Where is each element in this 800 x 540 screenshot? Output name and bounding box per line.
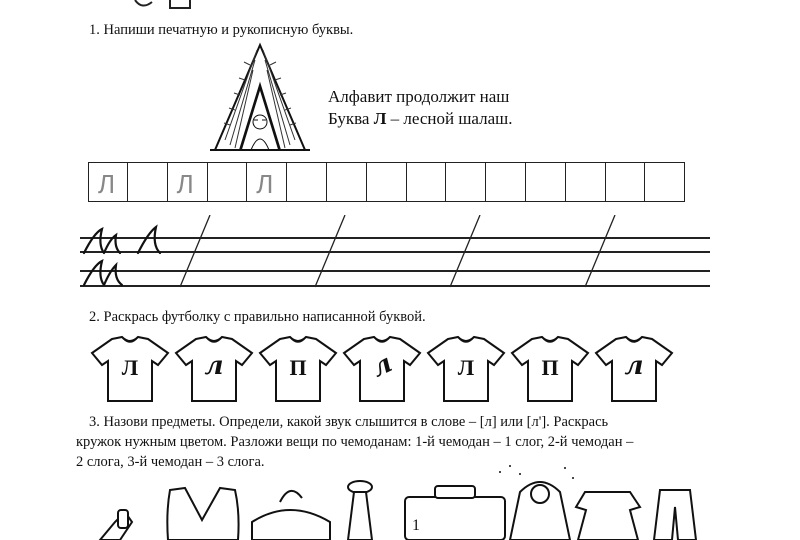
letter-cell[interactable] <box>645 162 685 202</box>
slant-guides <box>80 215 720 295</box>
tie-icon <box>348 481 372 540</box>
tshirt-letter: П <box>541 355 559 380</box>
letter-hut-illustration <box>205 40 315 155</box>
tshirt-letter: Л <box>457 355 475 380</box>
tshirt-option[interactable] <box>510 333 590 403</box>
tshirt-letter: л <box>367 348 397 384</box>
tshirt-option[interactable] <box>90 333 170 403</box>
trace-letter: Л <box>256 169 274 199</box>
top-cropped-illustration <box>130 0 210 10</box>
poem-line-1: Алфавит продолжит наш <box>328 87 510 106</box>
raincoat-icon <box>510 482 570 540</box>
letter-cell[interactable] <box>446 162 486 202</box>
tshirt-letter: л <box>204 351 224 381</box>
poem <box>328 86 512 130</box>
trousers-icon <box>654 490 696 540</box>
vest-icon <box>167 488 238 540</box>
trace-letter: Л <box>98 169 116 199</box>
trace-letter: Л <box>176 169 194 199</box>
letter-cell[interactable] <box>207 162 247 202</box>
letter-cell[interactable] <box>486 162 526 202</box>
tshirt-letter: П <box>289 355 307 380</box>
poem-letter: Л <box>373 109 387 128</box>
skis-icon <box>100 510 132 540</box>
letter-cell[interactable] <box>526 162 566 202</box>
suitcase-label: 1 <box>412 517 420 534</box>
letter-cell[interactable] <box>367 162 407 202</box>
letter-cell[interactable] <box>287 162 327 202</box>
tshirt-option[interactable] <box>342 333 422 403</box>
pillow-icon <box>252 491 330 540</box>
task2-instruction: 2. Раскрась футболку с правильно написанной буквой. <box>89 309 426 325</box>
letter-cell[interactable] <box>247 162 287 202</box>
letter-cell[interactable] <box>168 162 208 202</box>
tshirt-letter: Л <box>121 355 139 380</box>
letter-cell[interactable] <box>566 162 606 202</box>
suitcase-icon <box>405 486 505 540</box>
task1-instruction: 1. Напиши печатную и рукописную буквы. <box>89 22 354 38</box>
tshirt-letter: л <box>624 351 644 381</box>
letter-cell[interactable] <box>406 162 446 202</box>
tshirt-option[interactable] <box>594 333 674 403</box>
poem-line-2: Буква Л – лесной шалаш. <box>328 109 513 128</box>
letter-cell[interactable] <box>605 162 645 202</box>
letter-cell[interactable] <box>128 162 168 202</box>
items-row <box>90 462 730 540</box>
rain-drops <box>499 465 574 479</box>
tshirt-option[interactable] <box>258 333 338 403</box>
tshirt-option[interactable] <box>426 333 506 403</box>
letter-cell[interactable] <box>88 162 128 202</box>
tshirt-option[interactable] <box>174 333 254 403</box>
dress-icon <box>576 492 640 540</box>
letter-cell[interactable] <box>327 162 367 202</box>
task3-instruction: 3. Назови предметы. Определи, какой звук слышится в слове – [л] или [л']. Раскрась кружок нужным цветом. Разложи вещи по чемоданам: 1-й чемодан – 1 слог, 2-й чемодан – 2 слога, 3-й чемодан – 3 слога. <box>76 414 634 470</box>
